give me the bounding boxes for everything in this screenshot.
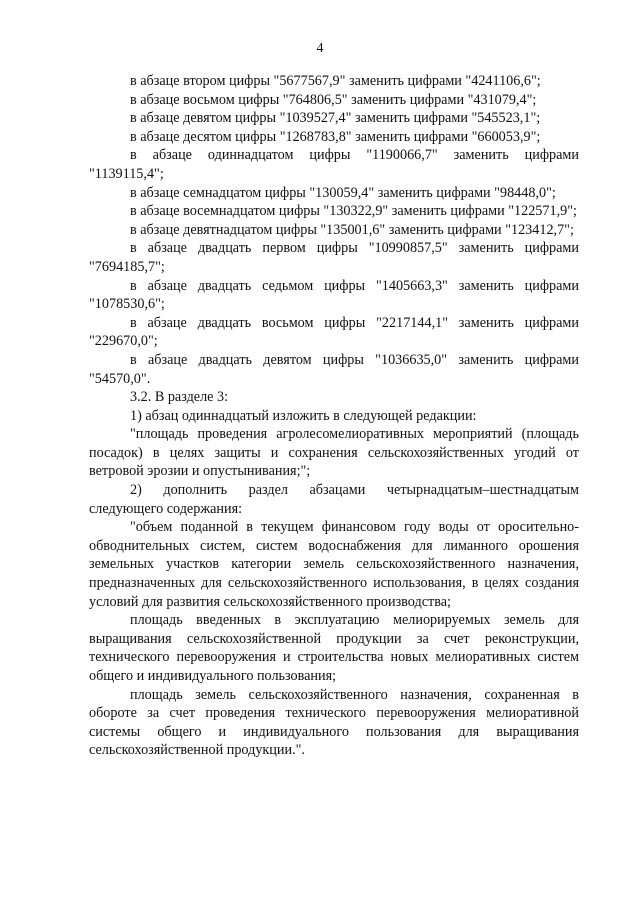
paragraph-4: в абзаце десятом цифры "1268783,8" заменить цифрами "660053,9"; <box>130 128 541 145</box>
section-heading: 3.2. В разделе 3: <box>130 389 229 406</box>
page-number: 4 <box>316 41 324 56</box>
paragraph-item-2: 2) дополнить раздел абзацами четырнадцатым–шестнадцатым следующего содержания: <box>89 482 579 517</box>
paragraph-quote-4: площадь земель сельскохозяйственного назначения, сохраненная в обороте за счет проведения технического перевооружения мелиоративной системы общего и индивидуального пользования для выращивания сельскохозяйственной продукции.". <box>89 686 579 759</box>
paragraph-item-1: 1) абзац одиннадцатый изложить в следующей редакции: <box>130 407 477 424</box>
paragraph-11: в абзаце двадцать восьмом цифры "2217144,1" заменить цифрами "229670,0"; <box>89 314 579 350</box>
paragraph-2: в абзаце восьмом цифры "764806,5" заменить цифрами "431079,4"; <box>130 91 537 108</box>
paragraph-12: в абзаце двадцать девятом цифры "1036635,0" заменить цифрами "54570,0". <box>89 351 579 387</box>
paragraph-6: в абзаце семнадцатом цифры "130059,4" заменить цифрами "98448,0"; <box>130 184 556 201</box>
paragraph-7: в абзаце восемнадцатом цифры "130322,9" заменить цифрами "122571,9"; <box>130 203 577 220</box>
paragraph-1: в абзаце втором цифры "5677567,9" заменить цифрами "4241106,6"; <box>130 73 541 89</box>
paragraph-8: в абзаце девятнадцатом цифры "135001,6" заменить цифрами "123412,7"; <box>130 221 574 238</box>
paragraph-quote-3: площадь введенных в эксплуатацию мелиорируемых земель для выращивания сельскохозяйственной продукции за счет реконструкции, технического перевооружения и строительства новых мелиоративных систем общего и индивидуального пользования; <box>89 612 579 684</box>
paragraph-5: в абзаце одиннадцатом цифры "1190066,7" заменить цифрами "1139115,4"; <box>89 147 579 182</box>
paragraph-quote-1: "площадь проведения агролесомелиоративных мероприятий (площадь посадок) в целях защиты и сохранения сельскохозяйственных угодий от ветровой эрозии и опустынивания;"; <box>89 426 579 480</box>
paragraph-quote-2: "объем поданной в текущем финансовом году воды от оросительно-обводнительных систем, систем водоснабжения для лиманного орошения земельных участков категории земель сельскохозяйственного назначения, предназначенных для сельскохозяйственного использования, в целях создания условий для развития сельскохозяйственного производства; <box>89 519 579 610</box>
paragraph-9: в абзаце двадцать первом цифры "10990857,5" заменить цифрами "7694185,7"; <box>89 240 579 275</box>
paragraph-3: в абзаце девятом цифры "1039527,4" заменить цифрами "545523,1"; <box>130 110 541 127</box>
paragraph-10: в абзаце двадцать седьмом цифры "1405663,3" заменить цифрами "1078530,6"; <box>89 277 579 313</box>
document-body <box>89 72 579 760</box>
